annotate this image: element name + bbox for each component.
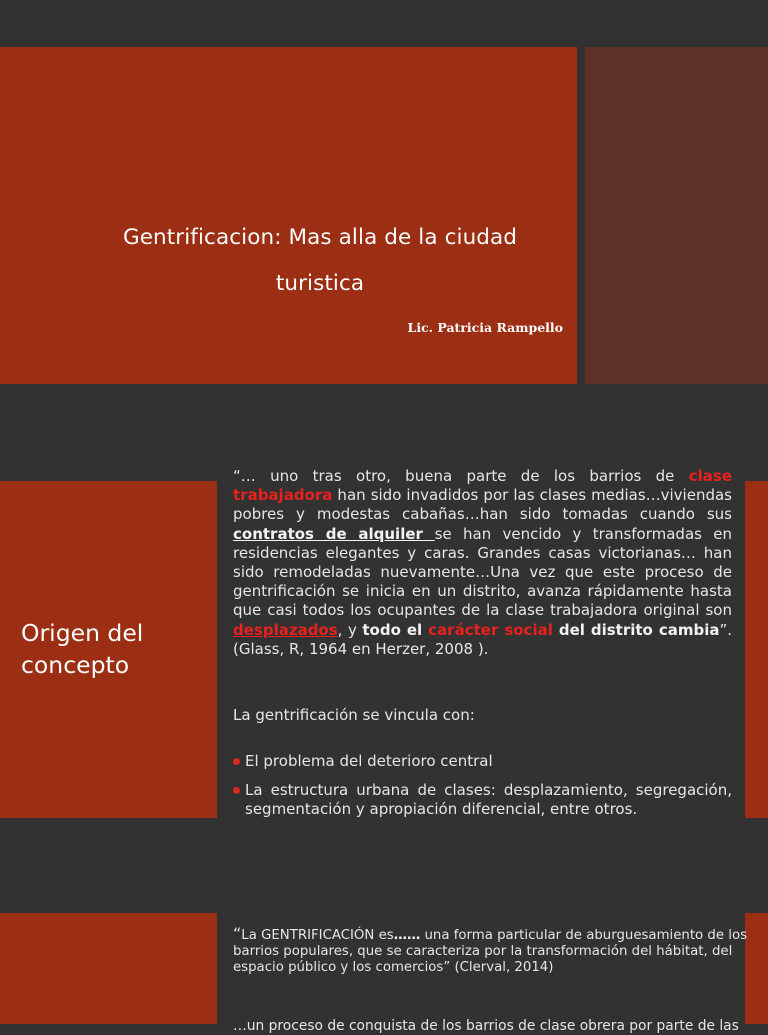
definition-term: La GENTRIFICACIÓN es — [241, 928, 394, 943]
list-item — [233, 752, 732, 772]
glass-quote — [233, 467, 732, 659]
list-item-text: El problema del deterioro central — [245, 752, 493, 771]
definition-slide-left-panel — [0, 913, 217, 1024]
origin-heading — [21, 617, 211, 681]
origin-slide-body — [233, 467, 732, 829]
presentation-title — [0, 215, 640, 307]
definition-ellipsis: …… — [393, 928, 421, 943]
quote-bold-todo-el: todo el — [362, 620, 429, 639]
quote-text: se han vencido y transformadas en residencias elegantes y caras. Grandes casas victorianas… han sido remodeladas nuevamente…Una vez que este proceso de gentrificación se inicia en un distrito, avanza rápidamente hasta que casi todos los ocupantes de la clase trabajadora original son — [233, 524, 732, 620]
definition-text: una forma particular de aburguesamiento de los barrios populares, que se caracteriza por la transformación del hábitat, del espacio público y los comercios” (Clerval, 2014) — [233, 928, 748, 975]
presentation-title-line2: turistica — [275, 271, 365, 296]
origin-heading-line1: Origen del — [21, 619, 144, 647]
quote-text: han sido invadidos por las clases medias…viviendas pobres y modestas cabañas…han sido tomadas cuando sus — [233, 486, 732, 524]
bullet-icon — [233, 758, 240, 765]
quote-citation: ”. (Glass, R, 1964 en Herzer, 2008 ). — [233, 620, 733, 658]
author-name: Lic. Patricia Rampello — [407, 320, 563, 335]
quote-text: “… uno tras otro, buena parte de los barrios de — [233, 467, 689, 485]
origin-heading-line2: concepto — [21, 651, 130, 679]
bullet-icon — [233, 787, 240, 794]
presentation-title-line1: Gentrificacion: Mas alla de la ciudad — [122, 225, 518, 250]
clerval-definition — [233, 926, 761, 976]
gentrification-lead: La gentrificación se vincula con: — [233, 706, 475, 725]
list-item — [233, 781, 732, 820]
quote-highlight-clase-trabajadora: clase trabajadora — [233, 467, 732, 505]
list-item-text: La estructura urbana de clases: desplazamiento, segregación, segmentación y apropiación diferencial, entre otros. — [245, 780, 732, 819]
quote-bold-distrito-cambia: del distrito cambia — [552, 620, 720, 639]
quote-highlight-contratos: contratos de alquiler — [233, 524, 435, 543]
quote-highlight-caracter-social: carácter social — [428, 620, 553, 639]
quote-text: , y — [337, 620, 363, 639]
definition-slide-body — [233, 926, 761, 1035]
gentrification-list — [233, 752, 732, 820]
open-quote-mark: “ — [233, 924, 242, 943]
second-definition: …un proceso de conquista de los barrios de clase obrera por parte de las — [233, 1018, 739, 1034]
origin-slide-right-strip — [745, 481, 768, 818]
quote-highlight-desplazados: desplazados — [233, 620, 338, 639]
